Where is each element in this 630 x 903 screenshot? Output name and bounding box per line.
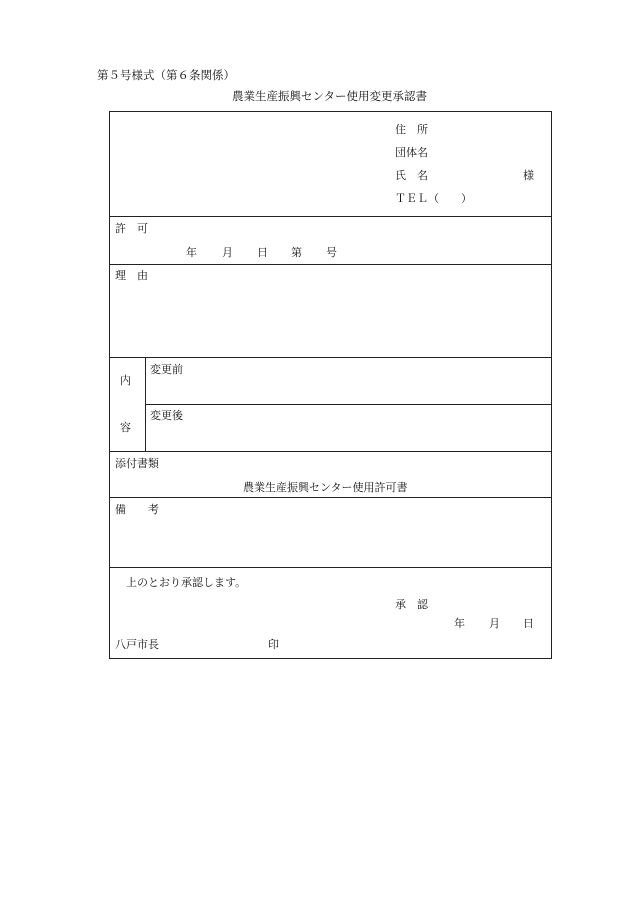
divider-content bbox=[110, 451, 551, 452]
name-label: 氏 名 bbox=[395, 169, 428, 182]
permit-month: 月 bbox=[222, 246, 233, 259]
permit-number: 号 bbox=[326, 246, 337, 259]
permit-year: 年 bbox=[186, 246, 197, 259]
address-label: 住 所 bbox=[395, 123, 428, 136]
permit-label: 許 可 bbox=[115, 222, 148, 235]
approval-form bbox=[109, 111, 552, 659]
approval-month: 月 bbox=[489, 617, 500, 630]
group-name-label: 団体名 bbox=[395, 146, 428, 159]
permit-dai: 第 bbox=[291, 246, 302, 259]
attachments-label: 添付書類 bbox=[115, 457, 159, 470]
content-label-top: 内 bbox=[120, 374, 131, 387]
tel-label: ＴＥＬ（ ） bbox=[395, 192, 472, 205]
divider-attachments bbox=[110, 497, 551, 498]
permit-day: 日 bbox=[257, 246, 268, 259]
approval-year: 年 bbox=[454, 617, 465, 630]
form-number: 第５号様式（第６条関係） bbox=[97, 68, 235, 82]
before-change-label: 変更前 bbox=[150, 363, 183, 376]
approval-statement: 上のとおり承認します。 bbox=[126, 576, 247, 589]
divider-permit bbox=[110, 264, 551, 265]
honorific-sama: 様 bbox=[523, 169, 534, 182]
after-change-label: 変更後 bbox=[150, 409, 183, 422]
approval-label: 承 認 bbox=[395, 598, 428, 611]
approval-day: 日 bbox=[523, 617, 534, 630]
divider-reason bbox=[110, 357, 551, 358]
seal-mark: 印 bbox=[268, 638, 279, 651]
reason-label: 理 由 bbox=[115, 269, 148, 282]
mayor-label: 八戸市長 bbox=[115, 638, 159, 651]
content-label-bottom: 容 bbox=[120, 421, 131, 434]
divider-remarks bbox=[110, 567, 551, 568]
divider-content-inner bbox=[145, 404, 551, 405]
remarks-label: 備 考 bbox=[115, 503, 159, 516]
divider-applicant bbox=[110, 216, 551, 217]
document-title: 農業生産振興センター使用変更承認書 bbox=[232, 89, 428, 103]
attachments-value: 農業生産振興センター使用許可書 bbox=[243, 481, 408, 494]
content-label-divider bbox=[145, 357, 146, 451]
